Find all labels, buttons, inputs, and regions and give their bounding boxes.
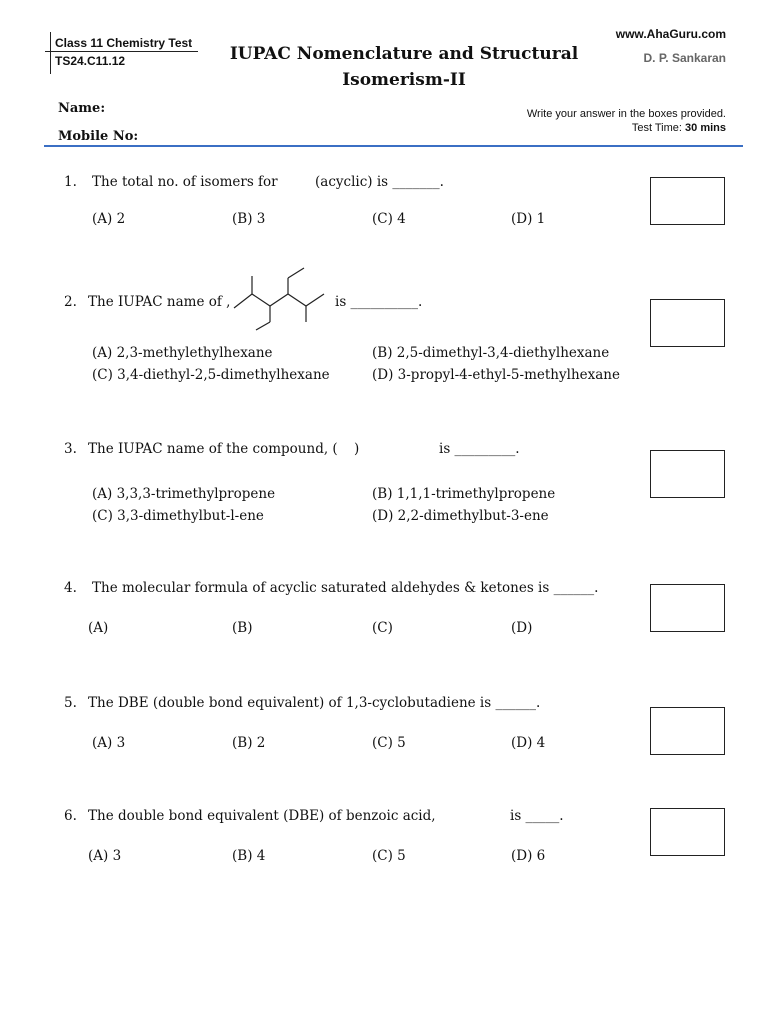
option-c[interactable]: (C) 5 [372, 848, 406, 864]
option-d[interactable]: (D) 3-propyl-4-ethyl-5-methylhexane [372, 367, 620, 383]
skeletal-structure-icon [230, 264, 330, 334]
answer-box-2[interactable] [650, 299, 725, 347]
class-label: Class 11 Chemistry Test [55, 36, 193, 50]
question-number: 1. [64, 174, 77, 190]
option-a[interactable]: (A) 3 [92, 735, 126, 751]
test-time [632, 122, 726, 134]
test-time-label: Test Time: [631, 122, 682, 134]
question-number: 2. [64, 294, 77, 310]
option-c[interactable]: (C) 4 [372, 211, 406, 227]
question-text: The DBE (double bond equivalent) of 1,3-cyclobutadiene is ______. [88, 695, 541, 711]
option-d[interactable]: (D) 4 [511, 735, 546, 751]
question-text: The double bond equivalent (DBE) of benzoic acid, [88, 808, 436, 824]
question-text: The total no. of isomers for [92, 174, 278, 190]
option-d[interactable]: (D) 2,2-dimethylbut-3-ene [372, 508, 549, 524]
website-link[interactable]: www.AhaGuru.com [615, 27, 726, 41]
answer-box-6[interactable] [650, 808, 725, 856]
option-b[interactable]: (B) 2 [232, 735, 266, 751]
header-divider [44, 145, 743, 147]
question-text: The molecular formula of acyclic saturated aldehydes & ketones is ______. [92, 580, 599, 596]
option-d[interactable]: (D) 6 [511, 848, 546, 864]
question-number: 6. [64, 808, 77, 824]
option-a[interactable]: (A) 3 [88, 848, 122, 864]
option-b[interactable]: (B) 2,5-dimethyl-3,4-diethylhexane [372, 345, 610, 361]
option-c[interactable]: (C) 5 [372, 735, 406, 751]
question-number: 5. [64, 695, 77, 711]
author-name: D. P. Sankaran [643, 51, 726, 65]
option-a[interactable]: (A) 3,3,3-trimethylpropene [92, 486, 276, 502]
question-text-cont: is _____. [510, 808, 564, 824]
page-title-line1: IUPAC Nomenclature and Structural [229, 44, 579, 64]
option-c[interactable]: (C) 3,4-diethyl-2,5-dimethylhexane [92, 367, 330, 383]
question-text: The IUPAC name of the compound, ( [88, 441, 338, 457]
question-text-cont: (acyclic) is _______. [315, 174, 444, 190]
option-b[interactable]: (B) 1,1,1-trimethylpropene [372, 486, 556, 502]
page-title-line2: Isomerism-II [342, 70, 466, 90]
answer-box-4[interactable] [650, 584, 725, 632]
answer-box-1[interactable] [650, 177, 725, 225]
question-number: 3. [64, 441, 77, 457]
question-paren-close: ) [354, 441, 360, 457]
answer-instruction: Write your answer in the boxes provided. [526, 108, 726, 120]
option-d[interactable]: (D) [511, 620, 533, 636]
test-code: TS24.C11.12 [55, 54, 126, 68]
code-box-horizontal-rule [45, 51, 198, 52]
option-b[interactable]: (B) 3 [232, 211, 266, 227]
option-a[interactable]: (A) 2 [92, 211, 126, 227]
answer-box-5[interactable] [650, 707, 725, 755]
option-b[interactable]: (B) [232, 620, 253, 636]
option-d[interactable]: (D) 1 [511, 211, 546, 227]
question-text-cont: is _________. [439, 441, 520, 457]
option-a[interactable]: (A) [88, 620, 109, 636]
name-label: Name: [58, 101, 106, 116]
option-c[interactable]: (C) [372, 620, 393, 636]
mobile-label: Mobile No: [58, 129, 139, 144]
option-a[interactable]: (A) 2,3-methylethylhexane [92, 345, 273, 361]
option-c[interactable]: (C) 3,3-dimethylbut-l-ene [92, 508, 264, 524]
question-text-cont: is __________. [335, 294, 423, 310]
question-number: 4. [64, 580, 77, 596]
option-b[interactable]: (B) 4 [232, 848, 266, 864]
code-box-vertical-rule [50, 32, 51, 74]
question-text: The IUPAC name of , [88, 294, 231, 310]
test-time-value: 30 mins [685, 122, 726, 134]
answer-box-3[interactable] [650, 450, 725, 498]
